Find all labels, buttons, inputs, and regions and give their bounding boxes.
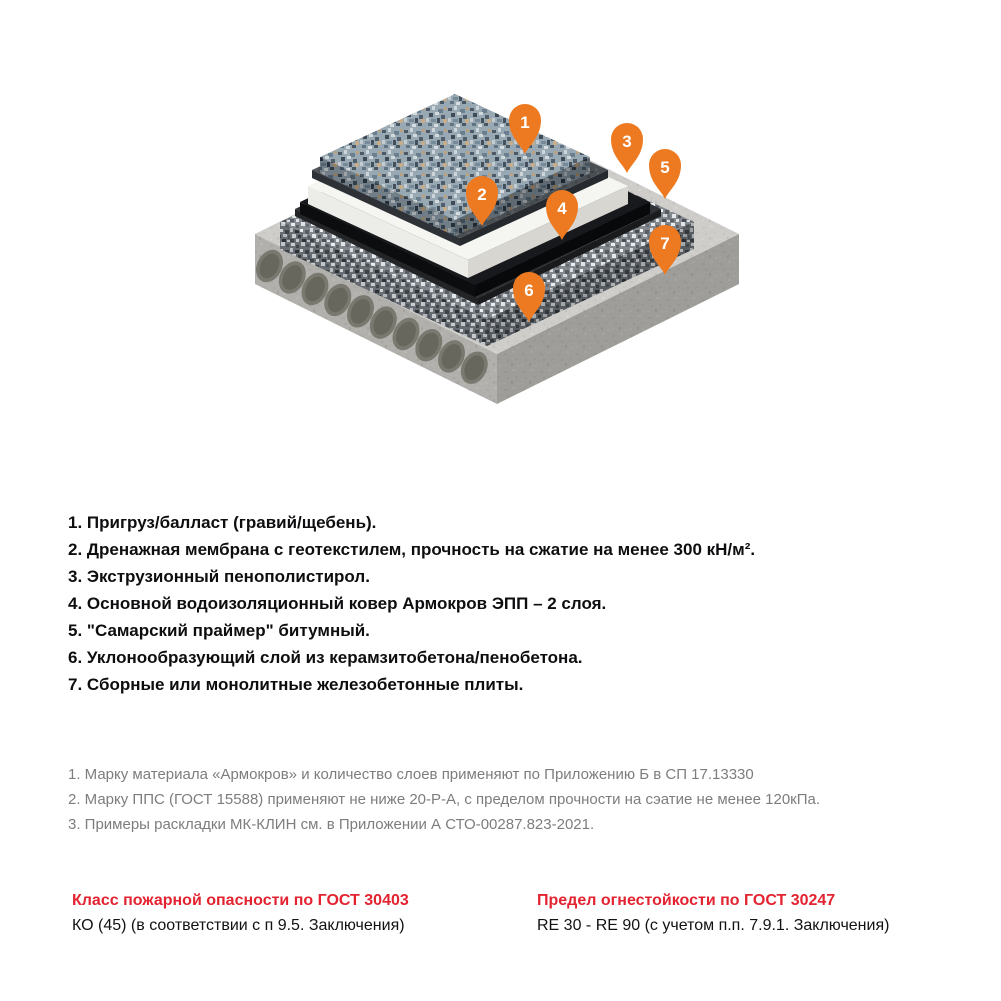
- pin-number: 1: [520, 113, 530, 132]
- layer-legend: [68, 509, 755, 698]
- layer-pin-3: [611, 123, 643, 173]
- pin-number: 6: [524, 281, 534, 300]
- legend-item: 2. Дренажная мембрана с геотекстилем, прочность на сжатие на менее 300 кН/м².: [68, 540, 756, 559]
- legend-item: 7. Сборные или монолитные железобетонные плиты.: [68, 675, 524, 694]
- pin-number: 7: [660, 234, 670, 253]
- pin-number: 5: [660, 158, 670, 177]
- fire-resistance-limit-heading: Предел огнестойкости по ГОСТ 30247: [537, 892, 836, 909]
- footnote-item: 2. Марку ППС (ГОСТ 15588) применяют не ниже 20-Р-А, с пределом прочности на сэатие не менее 120кПа.: [68, 791, 821, 808]
- pin-number: 2: [477, 185, 487, 204]
- pin-number: 4: [557, 199, 567, 218]
- roof-layers-illustration: [250, 62, 750, 417]
- fire-hazard-class-heading: Класс пожарной опасности по ГОСТ 30403: [72, 892, 409, 909]
- fire-resistance-limit-value: RE 30 - RE 90 (с учетом п.п. 7.9.1. Заключения): [537, 917, 890, 934]
- layer-pin-5: [649, 149, 681, 199]
- footnote-item: 1. Марку материала «Армокров» и количество слоев применяют по Приложению Б в СП 17.13330: [68, 766, 754, 783]
- legend-item: 3. Экструзионный пенополистирол.: [68, 567, 370, 586]
- footnotes: [68, 762, 820, 837]
- fire-hazard-class-block: [72, 891, 409, 936]
- legend-item: 6. Уклонообразующий слой из керамзитобетона/пенобетона.: [68, 648, 583, 667]
- fire-resistance-limit-block: [537, 891, 889, 936]
- legend-item: 4. Основной водоизоляционный ковер Армокров ЭПП – 2 слоя.: [68, 594, 607, 613]
- pin-number: 3: [622, 132, 632, 151]
- legend-item: 5. "Самарский праймер" битумный.: [68, 621, 370, 640]
- fire-hazard-class-value: КО (45) (в соответствии с п 9.5. Заключения): [72, 917, 405, 934]
- footnote-item: 3. Примеры раскладки МК-КЛИН см. в Приложении А СТО-00287.823-2021.: [68, 816, 595, 833]
- legend-item: 1. Пригруз/балласт (гравий/щебень).: [68, 513, 377, 532]
